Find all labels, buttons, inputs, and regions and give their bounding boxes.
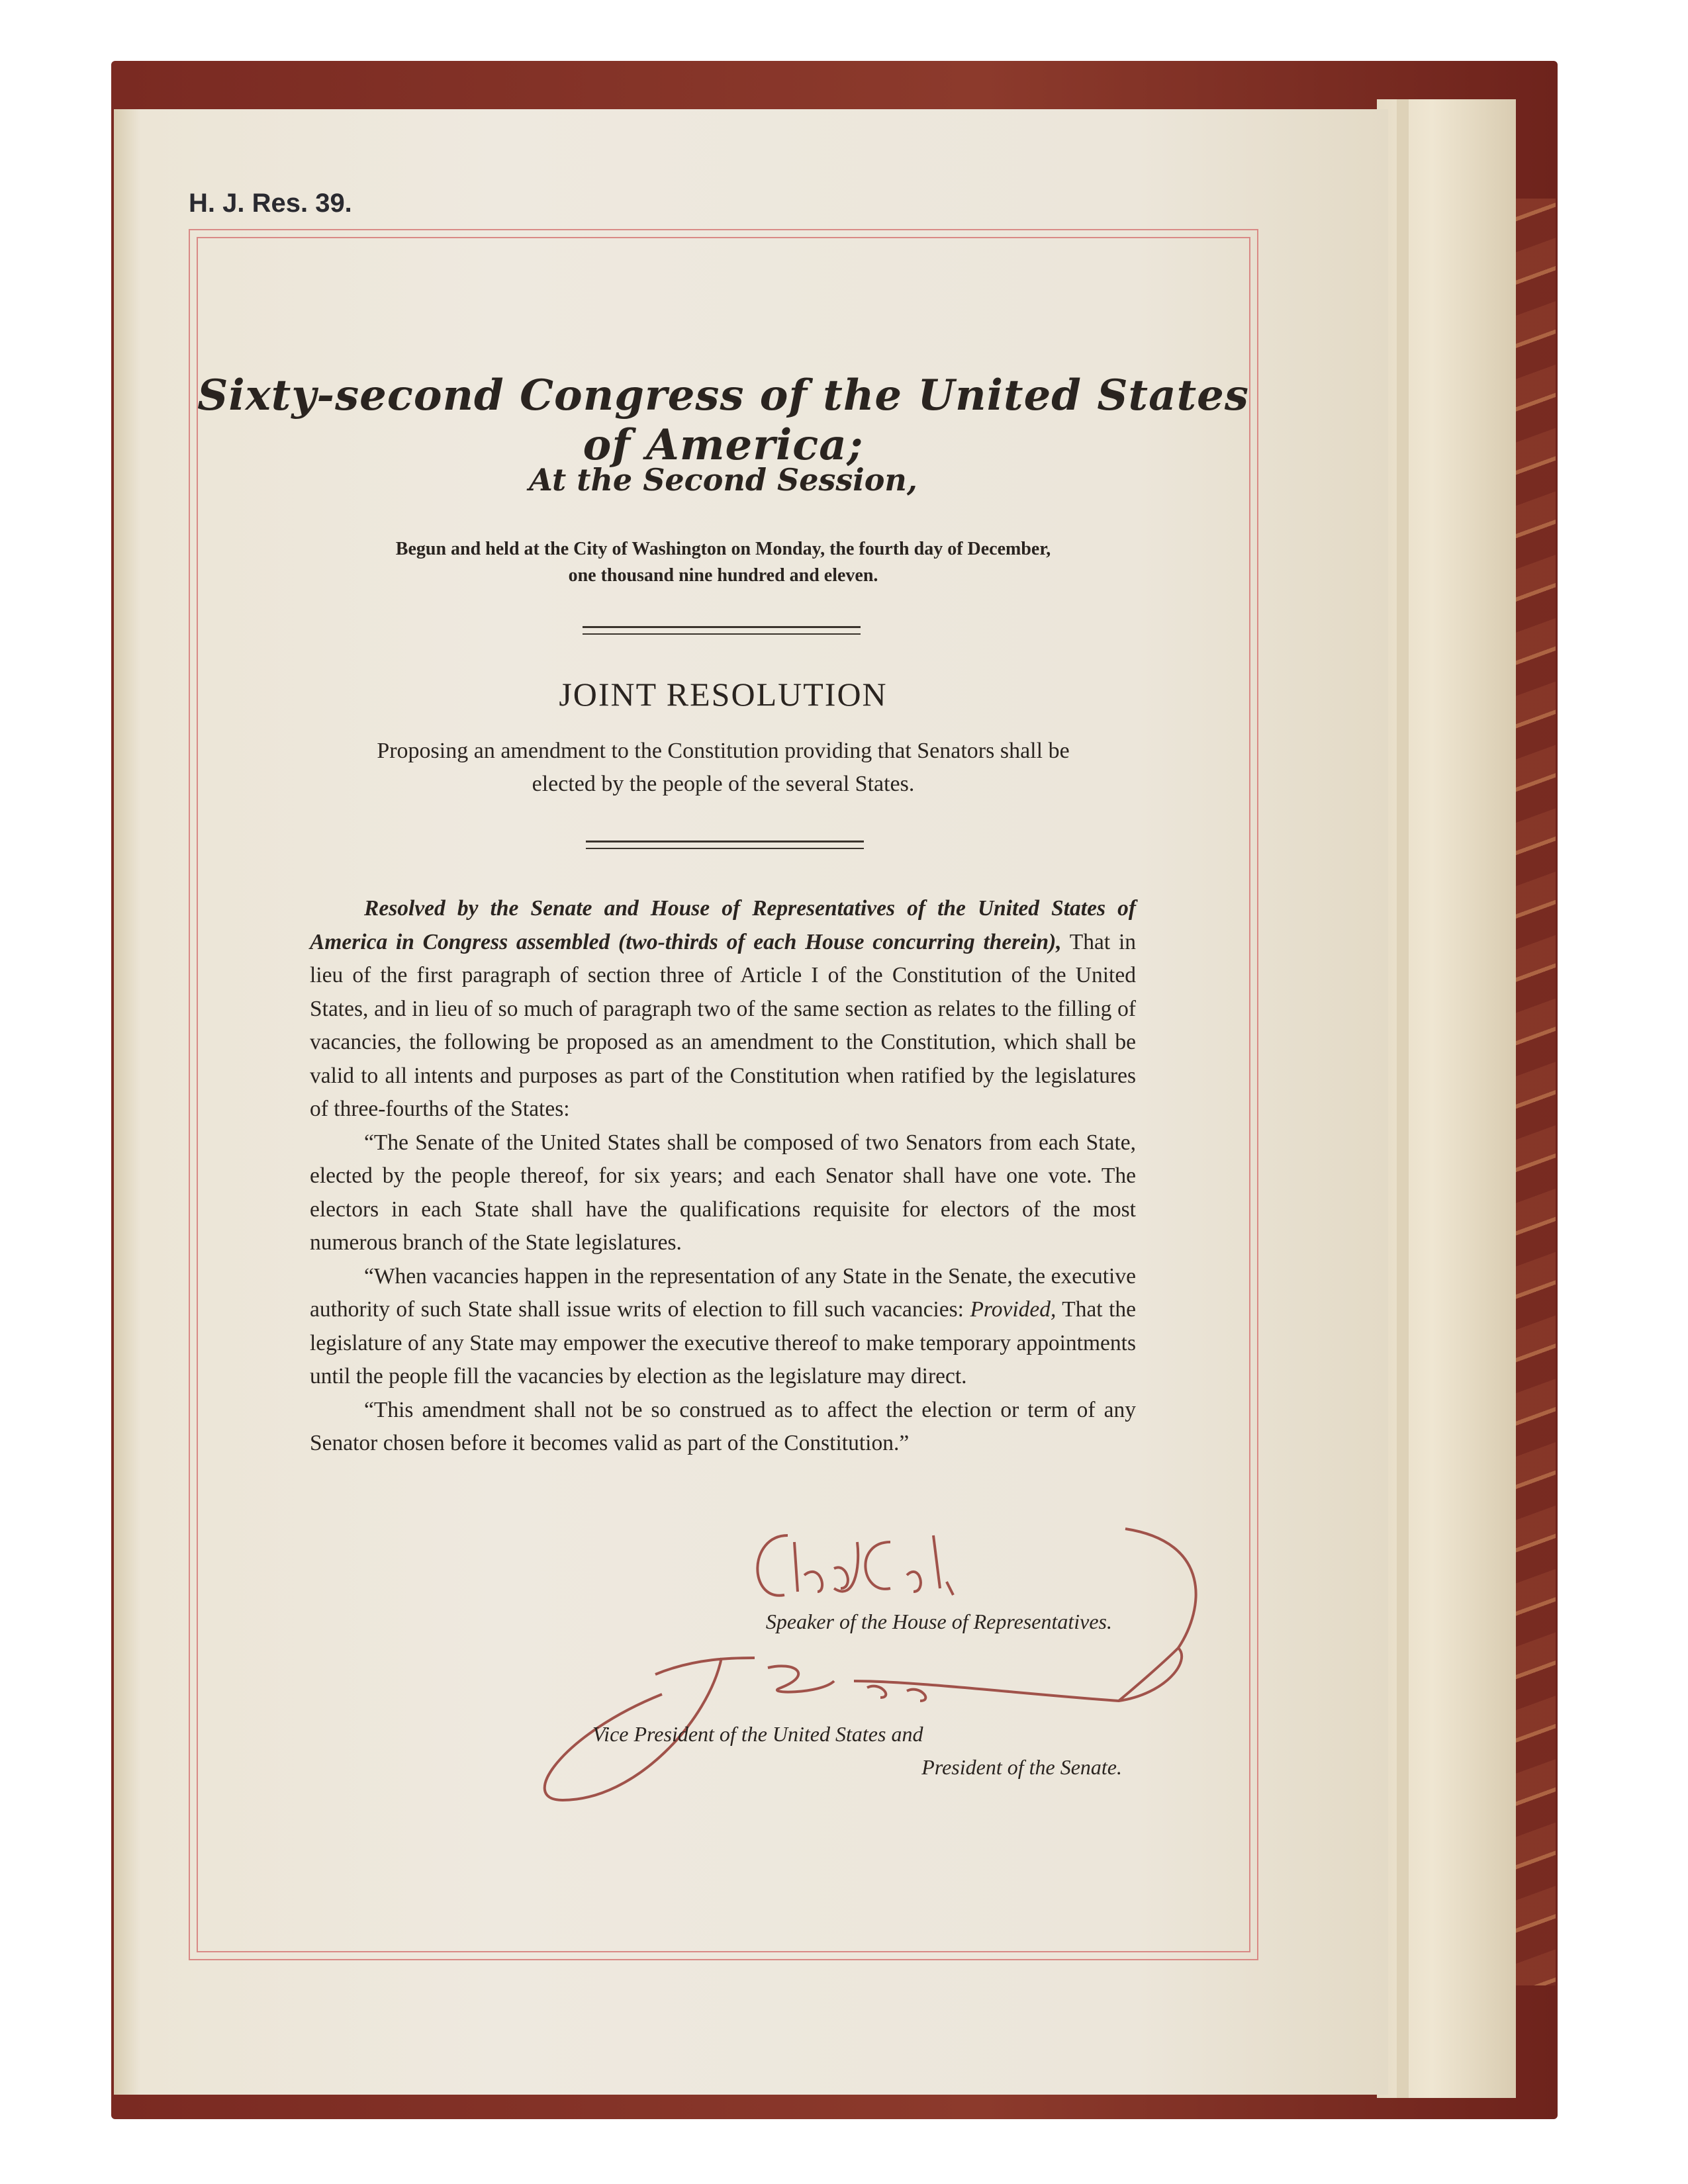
session-title: At the Second Session, [529, 462, 917, 498]
vp-title-line-1: Vice President of the United States and [592, 1722, 923, 1746]
amendment-paragraph-3: “This amendment shall not be so construed as to affect the election or term of any Senator chosen before it becomes valid as part of the Constitution.” [310, 1397, 1136, 1455]
begun-line-1: Begun and held at the City of Washington on Monday, the fourth day of December, [395, 539, 1051, 559]
provided-word: Provided, [970, 1297, 1056, 1322]
amendment-paragraph-1: “The Senate of the United States shall be composed of two Senators from each State, elected by the people thereof, for six years; and each Senator shall have one vote. The electors in each State shall have the qualifications requisite for electors of the most numerous branch of the State legislatures. [310, 1130, 1136, 1255]
para-text: “When vacancies happen in the representation of any State in the Senate, the executive authority of such State shall issue writs of election to fill such vacancies: [310, 1263, 1136, 1322]
speaker-title: Speaker of the House of Representatives. [765, 1610, 1112, 1633]
joint-resolution-heading: JOINT RESOLUTION [559, 676, 888, 713]
proposing-line-2: elected by the people of the several States. [532, 772, 915, 796]
resolution-number: H. J. Res. 39. [189, 189, 352, 218]
resolved-clause: Resolved by the Senate and House of Representatives of the United States of America in Congress assembled (two-thirds of each House concurring therein), [310, 896, 1136, 954]
proposing-line-1: Proposing an amendment to the Constitution providing that Senators shall be [377, 739, 1070, 763]
begun-line-2: one thousand nine hundred and eleven. [568, 565, 878, 586]
congress-title: Sixty-second Congress of the United States of America; [197, 371, 1249, 470]
para-text: That the legislature of any State may empower the executive thereof to make temporary appointments until the people fill the vacancies by election as the legislature may direct. [310, 1297, 1137, 1388]
vp-title-line-2: President of the Senate. [921, 1755, 1122, 1779]
resolved-text: That in lieu of the first paragraph of section three of Article I of the Constitution of the United States, and in lieu of so much of paragraph two of the same section as relates to the filling of vacancies, the following be proposed as an amendment to the Constitution, which shall be valid to all intents and purposes as part of the Constitution when ratified by the legislatures of three-fourths of the States: [310, 929, 1136, 1121]
